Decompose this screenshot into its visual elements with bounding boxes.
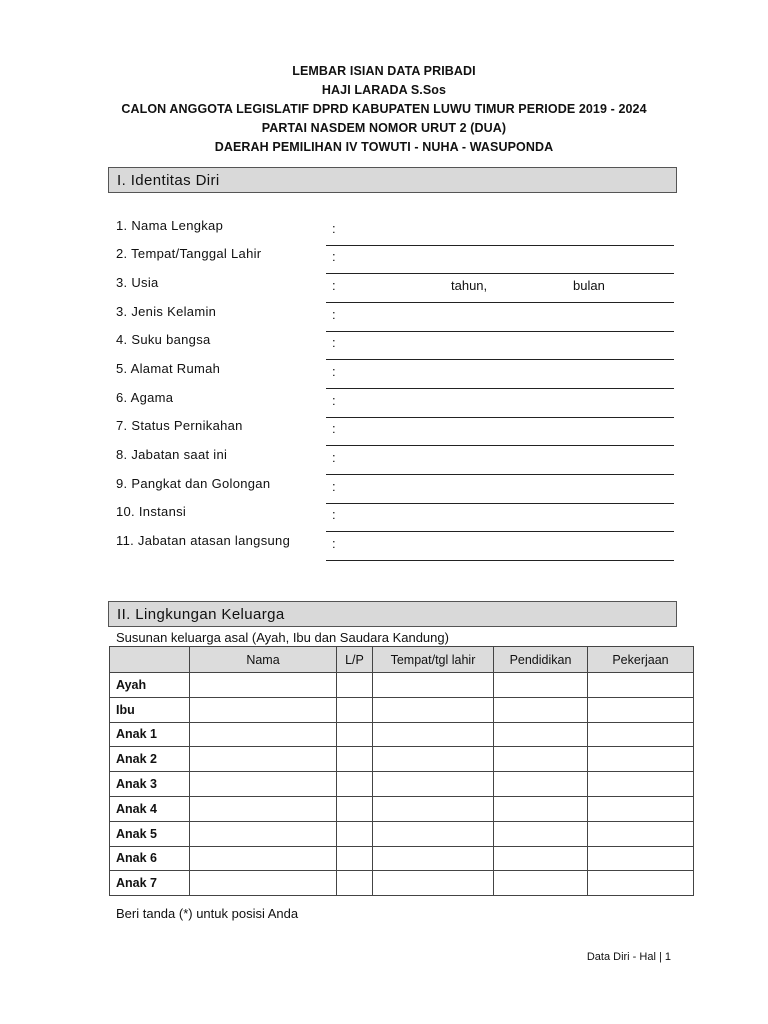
- table-cell[interactable]: [373, 673, 494, 698]
- column-header-tempat-tgl-lahir: Tempat/tgl lahir: [373, 647, 494, 673]
- field-input-line[interactable]: [326, 445, 674, 446]
- table-cell[interactable]: [337, 796, 373, 821]
- table-cell[interactable]: [373, 796, 494, 821]
- field-label: 4. Suku bangsa: [116, 332, 211, 347]
- table-cell[interactable]: [588, 747, 694, 772]
- table-cell[interactable]: [588, 722, 694, 747]
- column-header-pekerjaan: Pekerjaan: [588, 647, 694, 673]
- field-label: 7. Status Pernikahan: [116, 418, 243, 433]
- field-colon: :: [332, 450, 336, 465]
- field-nama-lengkap[interactable]: [116, 218, 674, 246]
- table-cell[interactable]: [190, 772, 337, 797]
- table-cell[interactable]: [588, 796, 694, 821]
- table-cell[interactable]: [190, 697, 337, 722]
- table-cell[interactable]: [588, 846, 694, 871]
- header-candidacy: CALON ANGGOTA LEGISLATIF DPRD KABUPATEN LUWU TIMUR PERIODE 2019 - 2024: [121, 102, 647, 116]
- field-usia[interactable]: [116, 275, 674, 303]
- row-label: Anak 4: [110, 796, 190, 821]
- table-cell[interactable]: [588, 697, 694, 722]
- field-colon: :: [332, 335, 336, 350]
- field-label: 11. Jabatan atasan langsung: [116, 533, 291, 548]
- table-cell[interactable]: [373, 722, 494, 747]
- table-cell[interactable]: [494, 747, 588, 772]
- field-colon: :: [332, 536, 336, 551]
- header-party: PARTAI NASDEM NOMOR URUT 2 (DUA): [261, 121, 507, 135]
- section-lingkungan-keluarga: [108, 601, 677, 627]
- table-cell[interactable]: [494, 796, 588, 821]
- table-cell[interactable]: [588, 673, 694, 698]
- field-alamat-rumah[interactable]: [116, 361, 674, 389]
- field-colon: :: [332, 507, 336, 522]
- table-row: [110, 772, 694, 797]
- table-cell[interactable]: [373, 871, 494, 896]
- table-cell[interactable]: [337, 722, 373, 747]
- row-label: Anak 7: [110, 871, 190, 896]
- table-row: [110, 796, 694, 821]
- family-table-caption: Susunan keluarga asal (Ayah, Ibu dan Saudara Kandung): [116, 630, 449, 645]
- field-label: 2. Tempat/Tanggal Lahir: [116, 246, 262, 261]
- table-row: [110, 722, 694, 747]
- column-header-nama: Nama: [190, 647, 337, 673]
- family-table-footnote: Beri tanda (*) untuk posisi Anda: [116, 906, 299, 921]
- table-row: [110, 747, 694, 772]
- field-colon: :: [332, 221, 336, 236]
- table-cell[interactable]: [494, 697, 588, 722]
- row-label: Anak 3: [110, 772, 190, 797]
- family-table: [109, 646, 694, 896]
- row-label: Anak 6: [110, 846, 190, 871]
- table-row: [110, 871, 694, 896]
- field-status-pernikahan[interactable]: [116, 418, 674, 446]
- header-name: HAJI LARADA S.Sos: [321, 83, 447, 97]
- table-cell[interactable]: [588, 772, 694, 797]
- usia-bulan-label: bulan: [573, 278, 605, 293]
- column-header-lp: L/P: [337, 647, 373, 673]
- table-cell[interactable]: [337, 821, 373, 846]
- field-tempat-tanggal-lahir[interactable]: [116, 246, 674, 274]
- table-header-row: [110, 647, 694, 673]
- field-jenis-kelamin[interactable]: [116, 304, 674, 332]
- table-cell[interactable]: [494, 821, 588, 846]
- table-cell[interactable]: [373, 697, 494, 722]
- field-colon: :: [332, 393, 336, 408]
- field-colon: :: [332, 364, 336, 379]
- field-label: 5. Alamat Rumah: [116, 361, 221, 376]
- table-row: [110, 697, 694, 722]
- field-pangkat-golongan[interactable]: [116, 476, 674, 504]
- table-cell[interactable]: [337, 673, 373, 698]
- table-cell[interactable]: [190, 846, 337, 871]
- field-label: 3. Jenis Kelamin: [116, 304, 217, 319]
- field-input-line[interactable]: [326, 359, 674, 360]
- row-label: Ayah: [110, 673, 190, 698]
- table-cell[interactable]: [190, 722, 337, 747]
- field-label: 8. Jabatan saat ini: [116, 447, 228, 462]
- table-row: [110, 673, 694, 698]
- table-cell[interactable]: [190, 821, 337, 846]
- field-jabatan-atasan[interactable]: [116, 533, 674, 561]
- section-title: I. Identitas Diri: [117, 172, 220, 189]
- table-cell[interactable]: [337, 846, 373, 871]
- table-cell[interactable]: [373, 747, 494, 772]
- table-cell[interactable]: [494, 846, 588, 871]
- table-row: [110, 821, 694, 846]
- column-header: [110, 647, 190, 673]
- field-jabatan-saat-ini[interactable]: [116, 447, 674, 475]
- field-input-line[interactable]: [326, 560, 674, 561]
- table-cell[interactable]: [373, 772, 494, 797]
- table-cell[interactable]: [337, 772, 373, 797]
- table-cell[interactable]: [373, 821, 494, 846]
- row-label: Ibu: [110, 697, 190, 722]
- field-colon: :: [332, 421, 336, 436]
- table-cell[interactable]: [373, 846, 494, 871]
- field-label: 10. Instansi: [116, 504, 187, 519]
- table-cell[interactable]: [588, 821, 694, 846]
- field-input-line[interactable]: [326, 273, 674, 274]
- column-header-pendidikan: Pendidikan: [494, 647, 588, 673]
- section-title: II. Lingkungan Keluarga: [117, 606, 285, 623]
- table-cell[interactable]: [190, 871, 337, 896]
- field-input-line[interactable]: [326, 388, 674, 389]
- field-suku-bangsa[interactable]: [116, 332, 674, 360]
- table-cell[interactable]: [494, 871, 588, 896]
- table-cell[interactable]: [190, 673, 337, 698]
- field-colon: :: [332, 278, 336, 293]
- header-district: DAERAH PEMILIHAN IV TOWUTI - NUHA - WASUPONDA: [214, 140, 554, 154]
- usia-tahun-label: tahun,: [451, 278, 488, 293]
- table-cell[interactable]: [337, 747, 373, 772]
- table-cell[interactable]: [494, 673, 588, 698]
- field-label: 3. Usia: [116, 275, 159, 290]
- row-label: Anak 5: [110, 821, 190, 846]
- document-header: [0, 62, 768, 157]
- field-input-line[interactable]: [326, 474, 674, 475]
- row-label: Anak 1: [110, 722, 190, 747]
- section-identitas-diri: [108, 167, 677, 193]
- field-input-line[interactable]: [326, 531, 674, 532]
- table-cell[interactable]: [337, 871, 373, 896]
- field-label: 9. Pangkat dan Golongan: [116, 476, 271, 491]
- page-footer: Data Diri - Hal | 1: [586, 951, 671, 963]
- field-instansi[interactable]: [116, 504, 674, 532]
- table-row: [110, 846, 694, 871]
- field-label: 6. Agama: [116, 390, 174, 405]
- field-input-line[interactable]: [326, 302, 674, 303]
- header-title: LEMBAR ISIAN DATA PRIBADI: [292, 64, 476, 78]
- field-colon: :: [332, 307, 336, 322]
- table-cell[interactable]: [494, 722, 588, 747]
- table-cell[interactable]: [190, 796, 337, 821]
- field-colon: :: [332, 479, 336, 494]
- table-cell[interactable]: [190, 747, 337, 772]
- table-cell[interactable]: [494, 772, 588, 797]
- table-cell[interactable]: [588, 871, 694, 896]
- field-colon: :: [332, 249, 336, 264]
- field-label: 1. Nama Lengkap: [116, 218, 224, 233]
- table-cell[interactable]: [337, 697, 373, 722]
- row-label: Anak 2: [110, 747, 190, 772]
- field-agama[interactable]: [116, 390, 674, 418]
